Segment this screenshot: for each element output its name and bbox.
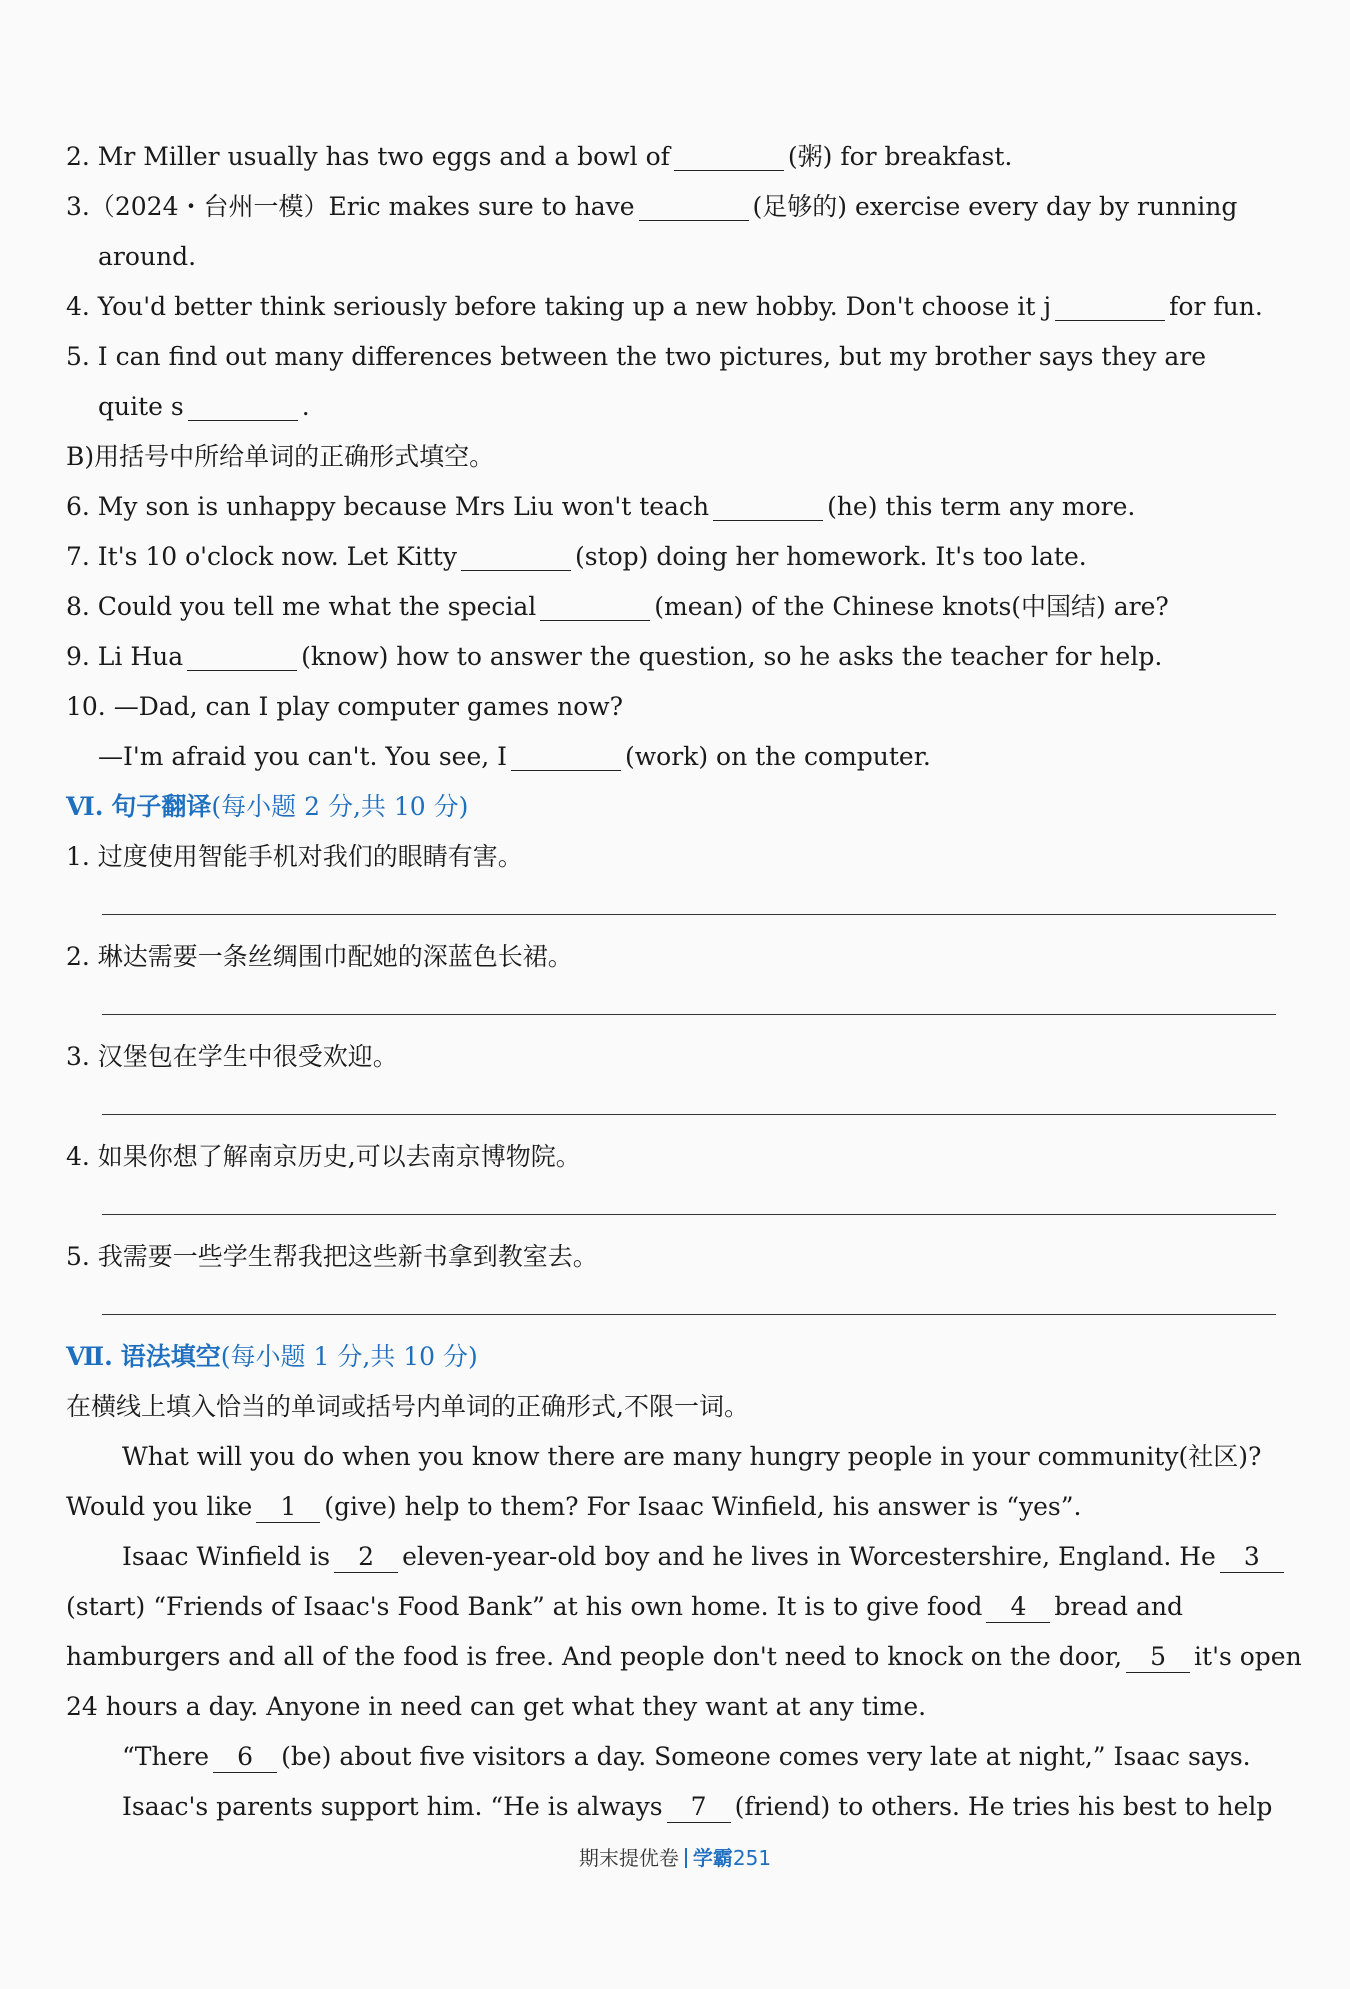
passage-line: “There 6 (be) about five visitors a day. Someone comes very late at night,” Isaac says.	[122, 1742, 1251, 1771]
answer-line[interactable]	[66, 882, 1276, 932]
numbered-blank[interactable]: 2	[334, 1542, 398, 1573]
passage-line: Isaac Winfield is 2 eleven-year-old boy and he lives in Worcestershire, England. He 3	[66, 1532, 1276, 1582]
question-7: 7. It's 10 o'clock now. Let Kitty (stop) doing her homework. It's too late.	[66, 542, 1087, 571]
answer-line[interactable]	[66, 1082, 1276, 1132]
passage-line: Isaac's parents support him. “He is always 7 (friend) to others. He tries his best to help	[122, 1792, 1273, 1821]
question-9: 9. Li Hua (know) how to answer the question, so he asks the teacher for help.	[66, 642, 1163, 671]
answer-blank[interactable]	[639, 190, 749, 221]
answer-line[interactable]	[66, 982, 1276, 1032]
numbered-blank[interactable]: 6	[213, 1742, 277, 1773]
answer-blank[interactable]	[1055, 290, 1165, 321]
question-6: 6. My son is unhappy because Mrs Liu won't teach (he) this term any more.	[66, 492, 1136, 521]
section-7-heading: Ⅶ. 语法填空(每小题 1 分,共 10 分)	[66, 1342, 478, 1371]
answer-blank[interactable]	[187, 640, 297, 671]
passage-line: What will you do when you know there are many hungry people in your community(社区)?	[122, 1442, 1262, 1471]
passage-line: (start) “Friends of Isaac's Food Bank” at his own home. It is to give food 4 bread and	[66, 1592, 1184, 1621]
answer-blank[interactable]	[674, 140, 784, 171]
answer-blank[interactable]	[713, 490, 823, 521]
answer-blank[interactable]	[461, 540, 571, 571]
question-3-cont: around.	[98, 242, 197, 271]
answer-blank[interactable]	[540, 590, 650, 621]
translation-3: 3. 汉堡包在学生中很受欢迎。	[66, 1042, 398, 1071]
question-10: 10. —Dad, can I play computer games now?	[66, 692, 624, 721]
answer-blank[interactable]	[188, 390, 298, 421]
numbered-blank[interactable]: 5	[1126, 1642, 1190, 1673]
part-b-heading: B)用括号中所给单词的正确形式填空。	[66, 442, 495, 471]
translation-1: 1. 过度使用智能手机对我们的眼睛有害。	[66, 842, 523, 871]
page-footer	[0, 1842, 1350, 1871]
numbered-blank[interactable]: 4	[986, 1592, 1050, 1623]
question-2: 2. Mr Miller usually has two eggs and a bowl of (粥) for breakfast.	[66, 142, 1013, 171]
passage-line: hamburgers and all of the food is free. And people don't need to knock on the door, 5 it's open	[66, 1642, 1302, 1671]
page-number: 251	[732, 1846, 772, 1870]
question-3: 3.（2024・台州一模）Eric makes sure to have (足够的) exercise every day by running	[66, 192, 1238, 221]
question-10-reply: —I'm afraid you can't. You see, I (work) on the computer.	[98, 742, 931, 771]
numbered-blank[interactable]: 7	[667, 1792, 731, 1823]
passage-line: 24 hours a day. Anyone in need can get what they want at any time.	[66, 1692, 927, 1721]
numbered-blank[interactable]: 3	[1220, 1542, 1284, 1573]
translation-5: 5. 我需要一些学生帮我把这些新书拿到教室去。	[66, 1242, 598, 1271]
question-4: 4. You'd better think seriously before taking up a new hobby. Don't choose it j for fun.	[66, 292, 1263, 321]
section-7-instruction: 在横线上填入恰当的单词或括号内单词的正确形式,不限一词。	[66, 1392, 749, 1421]
translation-4: 4. 如果你想了解南京历史,可以去南京博物院。	[66, 1142, 581, 1171]
translation-2: 2. 琳达需要一条丝绸围巾配她的深蓝色长裙。	[66, 942, 573, 971]
question-5: 5. I can find out many differences between the two pictures, but my brother says they are	[66, 342, 1207, 371]
question-8: 8. Could you tell me what the special (mean) of the Chinese knots(中国结) are?	[66, 592, 1169, 621]
section-6-heading: Ⅵ. 句子翻译(每小题 2 分,共 10 分)	[66, 792, 469, 821]
footer-brand: 学霸	[692, 1846, 733, 1870]
passage-line: Would you like 1 (give) help to them? For Isaac Winfield, his answer is “yes”.	[66, 1492, 1082, 1521]
answer-blank[interactable]	[511, 740, 621, 771]
footer-divider	[685, 1848, 687, 1868]
page-content	[66, 132, 1302, 1832]
numbered-blank[interactable]: 1	[256, 1492, 320, 1523]
answer-line[interactable]	[66, 1282, 1276, 1332]
answer-line[interactable]	[66, 1182, 1276, 1232]
footer-label: 期末提优卷	[578, 1846, 679, 1870]
question-5-cont: quite s .	[98, 392, 310, 421]
